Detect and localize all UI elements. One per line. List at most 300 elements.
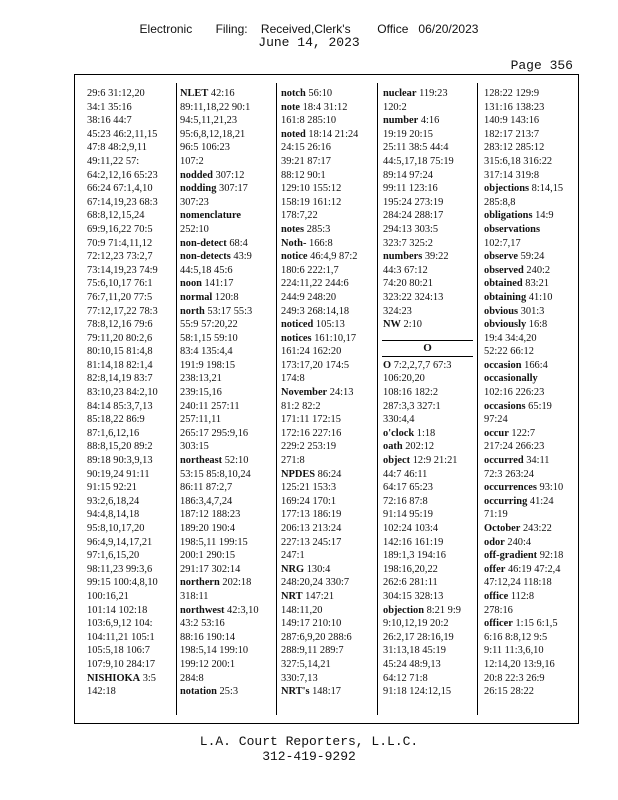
index-line — [281, 440, 358, 454]
index-line — [180, 508, 259, 522]
index-refs: 249:3 268:14,18 — [281, 305, 350, 317]
index-refs: 96:4,9,14,17,21 — [87, 536, 153, 548]
index-refs: 252:10 — [180, 223, 209, 235]
index-refs: 243:22 — [520, 523, 552, 534]
index-refs: 79:11,20 80:2,6 — [87, 332, 153, 344]
index-refs: 8:14,15 — [529, 183, 564, 195]
index-refs: 191:9 198:15 — [180, 359, 236, 371]
index-refs: 46:4,9 87:2 — [307, 251, 358, 263]
index-term: occasion — [484, 359, 522, 371]
index-line — [484, 291, 563, 305]
index-refs: 108:16 182:2 — [383, 387, 439, 399]
hearing-date: June 14, 2023 — [258, 35, 360, 50]
index-term: observed — [484, 264, 524, 276]
index-line — [87, 617, 158, 631]
index-line — [484, 427, 563, 441]
index-refs: 25:3 — [216, 686, 239, 698]
index-line — [180, 536, 259, 550]
index-line — [281, 658, 358, 672]
index-refs: 44:5,18 45:6 — [180, 264, 233, 276]
index-refs: 317:14 319:8 — [484, 169, 540, 181]
index-refs: 238:13,21 — [180, 373, 222, 385]
index-refs: 206:13 213:24 — [281, 523, 342, 534]
index-line — [281, 305, 358, 319]
index-line — [281, 631, 358, 645]
index-line — [484, 209, 563, 223]
index-term: odor — [484, 536, 505, 548]
index-refs: 198:16,20,22 — [383, 563, 438, 575]
index-line — [281, 549, 358, 563]
index-refs: 83:21 — [522, 278, 549, 290]
index-refs: 34:11 — [523, 455, 550, 467]
index-term: notices — [281, 332, 312, 344]
index-line — [484, 345, 563, 359]
index-line — [180, 318, 259, 332]
index-refs: 301:3 — [518, 305, 545, 317]
index-term: noon — [180, 278, 202, 290]
filing-header — [0, 22, 618, 36]
index-line — [281, 114, 358, 128]
index-refs: 161:10,17 — [311, 332, 357, 344]
index-line — [87, 345, 158, 359]
index-refs: 34:1 35:16 — [87, 101, 132, 113]
index-refs: 166:4 — [521, 359, 548, 371]
index-line — [87, 495, 158, 509]
index-line — [87, 359, 158, 373]
index-line — [484, 590, 563, 604]
index-refs: 72:3 263:24 — [484, 468, 534, 480]
index-line — [281, 413, 358, 427]
index-term: office — [484, 590, 509, 602]
index-refs: 68:8,12,15,24 — [87, 210, 145, 222]
index-term: note — [281, 101, 301, 113]
index-refs: 99:11 123:16 — [383, 183, 438, 195]
index-term: November — [281, 387, 328, 399]
index-refs: 53:15 85:8,10,24 — [180, 468, 251, 480]
index-line — [180, 481, 259, 495]
index-term: NISHIOKA — [87, 672, 141, 684]
index-refs: 161:24 162:20 — [281, 346, 342, 358]
index-line — [484, 196, 563, 210]
index-line — [281, 141, 358, 155]
index-refs: 294:13 303:5 — [383, 223, 439, 235]
index-line — [281, 196, 358, 210]
index-term: NPDES — [281, 468, 316, 480]
index-line — [484, 468, 563, 482]
index-line — [484, 440, 563, 454]
index-refs: 20:8 22:3 26:9 — [484, 672, 545, 684]
index-line — [484, 604, 563, 618]
index-line — [87, 454, 158, 468]
index-refs: 106:20,20 — [383, 373, 425, 385]
index-term: oath — [383, 441, 403, 453]
index-refs: 102:24 103:4 — [383, 523, 439, 534]
index-refs: 69:9,16,22 70:5 — [87, 223, 153, 235]
index-refs: 6:16 8:8,12 9:5 — [484, 631, 548, 643]
index-term: object — [383, 455, 411, 467]
index-line — [180, 563, 259, 577]
index-refs: 39:21 87:17 — [281, 155, 331, 167]
index-refs: 182:17 213:7 — [484, 128, 540, 140]
index-line — [383, 359, 461, 373]
index-line — [484, 685, 563, 699]
index-line — [383, 536, 461, 550]
index-refs: 323:22 324:13 — [383, 291, 444, 303]
index-refs: 88:12 90:1 — [281, 169, 326, 181]
index-refs: 262:6 281:11 — [383, 577, 438, 589]
index-line — [281, 169, 358, 183]
index-refs: 26:15 28:22 — [484, 686, 534, 698]
index-term: occur — [484, 427, 509, 439]
index-refs: 38:16 44:7 — [87, 115, 132, 127]
index-line — [281, 155, 358, 169]
index-term: nodding — [180, 183, 217, 195]
index-line — [484, 87, 563, 101]
index-refs: 239:15,16 — [180, 387, 222, 399]
index-line — [281, 576, 358, 590]
index-refs: 158:19 161:12 — [281, 196, 342, 208]
index-refs: 100:16,21 — [87, 590, 129, 602]
index-refs: 171:11 172:15 — [281, 414, 341, 426]
index-line — [281, 291, 358, 305]
section-letter: O — [423, 342, 432, 354]
index-refs: 187:12 188:23 — [180, 509, 241, 521]
index-refs: 25:11 38:5 44:4 — [383, 142, 449, 154]
index-line — [383, 128, 461, 142]
index-term: October — [484, 523, 521, 534]
index-refs: 41:10 — [526, 291, 553, 303]
index-refs: 287:3,3 327:1 — [383, 400, 441, 412]
index-refs: 278:16 — [484, 604, 513, 616]
index-refs: 125:21 153:3 — [281, 482, 337, 494]
index-line — [281, 495, 358, 509]
index-refs: 74:20 80:21 — [383, 278, 433, 290]
index-line — [180, 101, 259, 115]
index-term: occasionally — [484, 373, 538, 385]
index-refs: 91:14 95:19 — [383, 509, 433, 521]
index-line — [484, 223, 563, 237]
index-refs: 161:8 285:10 — [281, 115, 337, 127]
index-line — [180, 345, 259, 359]
index-refs: 87:1,6,12,16 — [87, 427, 140, 439]
index-line — [484, 372, 563, 386]
index-refs: 56:10 — [305, 88, 333, 99]
index-refs: 52:10 — [222, 455, 249, 467]
index-refs: 89:11,18,22 90:1 — [180, 101, 251, 113]
index-refs: 140:9 143:16 — [484, 115, 540, 127]
index-refs: 101:14 102:18 — [87, 604, 148, 616]
index-refs: 119:23 — [416, 88, 448, 99]
index-line — [383, 372, 461, 386]
index-term: nuclear — [383, 88, 417, 99]
index-line — [87, 563, 158, 577]
index-refs: 64:17 65:23 — [383, 482, 433, 494]
index-term: NRG — [281, 563, 305, 575]
index-line — [281, 468, 358, 482]
index-refs: 103:6,9,12 104: — [87, 618, 153, 630]
index-refs: 83:4 135:4,4 — [180, 346, 233, 358]
index-refs: 94:4,8,14,18 — [87, 509, 140, 521]
index-line — [383, 196, 461, 210]
index-line — [87, 604, 158, 618]
index-column-2 — [180, 87, 259, 699]
index-line — [383, 672, 461, 686]
index-line — [180, 454, 259, 468]
index-term: Noth- — [281, 237, 307, 249]
index-refs: 47:12,24 118:18 — [484, 577, 552, 589]
index-refs: 287:6,9,20 288:6 — [281, 631, 352, 643]
index-line — [281, 101, 358, 115]
index-term: numbers — [383, 251, 423, 263]
index-line — [87, 685, 158, 699]
index-term: notes — [281, 223, 305, 235]
index-line — [281, 522, 358, 536]
index-line — [484, 658, 563, 672]
index-refs: 169:24 170:1 — [281, 495, 337, 507]
index-term: obtaining — [484, 291, 527, 303]
index-line — [180, 332, 259, 346]
index-line — [87, 264, 158, 278]
index-line — [87, 128, 158, 142]
footer-company: L.A. Court Reporters, L.L.C. — [199, 734, 419, 749]
index-line — [87, 101, 158, 115]
index-term: objections — [484, 183, 530, 195]
index-line — [484, 400, 563, 414]
index-line — [281, 563, 358, 577]
index-refs: 330:4,4 — [383, 414, 415, 426]
index-line — [484, 155, 563, 169]
index-line — [484, 413, 563, 427]
index-line — [484, 386, 563, 400]
index-refs: 92:18 — [537, 550, 564, 562]
index-line — [87, 522, 158, 536]
index-refs: 18:4 31:12 — [300, 101, 348, 113]
index-line — [281, 359, 358, 373]
index-refs: 44:7 46:11 — [383, 468, 428, 480]
section-rule-bottom — [382, 356, 473, 357]
index-line — [281, 250, 358, 264]
index-line — [180, 182, 259, 196]
index-refs: 71:19 — [484, 509, 508, 521]
section-rule-top — [382, 340, 473, 341]
index-refs: 104:11,21 105:1 — [87, 631, 155, 643]
index-refs: 78:8,12,16 79:6 — [87, 319, 153, 331]
index-refs: 198:5,14 199:10 — [180, 645, 249, 657]
index-line — [87, 427, 158, 441]
index-line — [87, 209, 158, 223]
index-term: observe — [484, 251, 519, 263]
index-refs: 327:5,14,21 — [281, 658, 331, 670]
index-refs: 19:4 34:4,20 — [484, 332, 537, 344]
index-line — [180, 359, 259, 373]
index-line — [180, 440, 259, 454]
index-refs: 244:9 248:20 — [281, 291, 337, 303]
index-line — [484, 318, 563, 332]
index-refs: 128:22 129:9 — [484, 88, 540, 99]
index-refs: 93:10 — [536, 482, 564, 494]
index-refs: 97:1,6,15,20 — [87, 550, 140, 562]
index-line — [383, 250, 461, 264]
index-line — [383, 386, 461, 400]
index-line — [281, 508, 358, 522]
index-refs: 12:9 21:21 — [410, 455, 458, 467]
index-line — [281, 400, 358, 414]
index-refs: 284:8 — [180, 672, 204, 684]
index-refs: 304:15 328:13 — [383, 590, 444, 602]
index-refs: 89:18 90:3,9,13 — [87, 455, 153, 467]
index-term: obvious — [484, 305, 519, 317]
index-refs: 99:15 100:4,8,10 — [87, 577, 158, 589]
index-refs: 12:14,20 13:9,16 — [484, 658, 555, 670]
index-refs: 72:12,23 73:2,7 — [87, 251, 153, 263]
index-term: notch — [281, 88, 306, 99]
index-refs: 16:8 — [526, 319, 548, 331]
index-line — [281, 386, 358, 400]
index-line — [180, 631, 259, 645]
index-refs: 81:2 82:2 — [281, 400, 321, 412]
index-refs: 307:23 — [180, 196, 209, 208]
index-refs: 217:24 266:23 — [484, 441, 545, 453]
index-line — [383, 468, 461, 482]
index-line — [281, 536, 358, 550]
index-line — [383, 87, 461, 101]
index-term: o'clock — [383, 427, 415, 439]
index-refs: 97:24 — [484, 414, 508, 426]
index-refs: 195:24 273:19 — [383, 196, 444, 208]
index-line — [180, 305, 259, 319]
index-line — [281, 237, 358, 251]
index-refs: 68:4 — [226, 237, 248, 249]
index-refs: 330:7,13 — [281, 672, 318, 684]
index-term: NW — [383, 319, 401, 331]
index-refs: 86:24 — [315, 468, 342, 480]
index-line — [87, 291, 158, 305]
index-line — [87, 672, 158, 686]
index-line — [180, 495, 259, 509]
footer-phone: 312-419-9292 — [262, 749, 356, 764]
index-refs: 257:11,11 — [180, 414, 222, 426]
index-line — [180, 264, 259, 278]
index-line — [180, 644, 259, 658]
index-refs: 189:1,3 194:16 — [383, 550, 446, 562]
index-refs: 59:24 — [518, 251, 545, 263]
index-line — [484, 481, 563, 495]
index-line — [87, 318, 158, 332]
index-line — [281, 590, 358, 604]
index-line — [87, 508, 158, 522]
index-line — [484, 128, 563, 142]
index-term: number — [383, 115, 419, 127]
index-refs: 42:3,10 — [224, 604, 259, 616]
index-refs: 178:7,22 — [281, 210, 318, 222]
index-line — [484, 549, 563, 563]
index-line — [281, 128, 358, 142]
index-refs: 24:13 — [327, 387, 354, 399]
index-line — [180, 427, 259, 441]
index-refs: 247:1 — [281, 550, 305, 562]
index-refs: 202:18 — [219, 577, 252, 589]
index-refs: 105:5,18 106:7 — [87, 645, 150, 657]
index-refs: 26:2,17 28:16,19 — [383, 631, 454, 643]
index-refs: 67:14,19,23 68:3 — [87, 196, 158, 208]
index-line — [87, 169, 158, 183]
index-term: non-detect — [180, 237, 227, 249]
index-line — [484, 454, 563, 468]
index-refs: 198:5,11 199:15 — [180, 536, 248, 548]
index-line — [383, 644, 461, 658]
index-line — [281, 372, 358, 386]
index-refs: 70:9 71:4,11,12 — [87, 237, 153, 249]
index-line — [87, 182, 158, 196]
index-refs: 49:11,22 57: — [87, 155, 140, 167]
index-line — [180, 576, 259, 590]
column-divider — [477, 83, 478, 715]
index-refs: 131:16 138:23 — [484, 101, 545, 113]
index-refs: 3:5 — [140, 672, 157, 684]
index-line — [484, 101, 563, 115]
index-line — [383, 318, 461, 332]
index-refs: 229:2 253:19 — [281, 441, 337, 453]
index-refs: 77:12,17,22 78:3 — [87, 305, 158, 317]
index-refs: 75:6,10,17 76:1 — [87, 278, 153, 290]
index-refs: 102:16 226:23 — [484, 387, 545, 399]
index-refs: 45:23 46:2,11,15 — [87, 128, 158, 140]
index-refs: 24:15 26:16 — [281, 142, 331, 154]
index-refs: 288:9,11 289:7 — [281, 645, 344, 657]
index-refs: 1:18 — [414, 427, 436, 439]
index-refs: 4:16 — [418, 115, 440, 127]
index-refs: 95:6,8,12,18,21 — [180, 128, 246, 140]
index-line — [281, 644, 358, 658]
index-refs: 307:17 — [216, 183, 248, 195]
index-refs: 291:17 302:14 — [180, 563, 241, 575]
header-received: Received,Clerk's — [260, 22, 351, 36]
index-term: noted — [281, 128, 306, 140]
index-line — [87, 277, 158, 291]
index-line — [484, 305, 563, 319]
index-table — [74, 74, 579, 724]
index-line — [180, 250, 259, 264]
index-line — [383, 277, 461, 291]
index-line — [484, 182, 563, 196]
index-refs: 86:11 87:2,7 — [180, 482, 233, 494]
index-column-1 — [87, 87, 158, 699]
index-refs: 200:1 290:15 — [180, 550, 236, 562]
index-line — [383, 576, 461, 590]
index-refs: 53:17 55:3 — [204, 305, 253, 317]
index-term: nomenclature — [180, 210, 241, 222]
index-refs: 47:8 48:2,9,11 — [87, 142, 147, 154]
index-line — [87, 644, 158, 658]
index-line — [383, 522, 461, 536]
index-line — [383, 169, 461, 183]
index-line — [180, 277, 259, 291]
index-line — [281, 223, 358, 237]
index-refs: 72:16 87:8 — [383, 495, 428, 507]
index-line — [180, 604, 259, 618]
index-refs: 142:18 — [87, 686, 116, 698]
index-refs: 271:8 — [281, 455, 305, 467]
header-filing: Filing: — [215, 22, 248, 36]
index-line — [180, 114, 259, 128]
index-refs: 324:23 — [383, 305, 412, 317]
index-refs: 248:20,24 330:7 — [281, 577, 350, 589]
index-refs: 8:21 9:9 — [423, 604, 461, 616]
index-line — [87, 590, 158, 604]
index-line — [383, 685, 461, 699]
index-refs: 73:14,19,23 74:9 — [87, 264, 158, 276]
index-refs: 58:1,15 59:10 — [180, 332, 238, 344]
